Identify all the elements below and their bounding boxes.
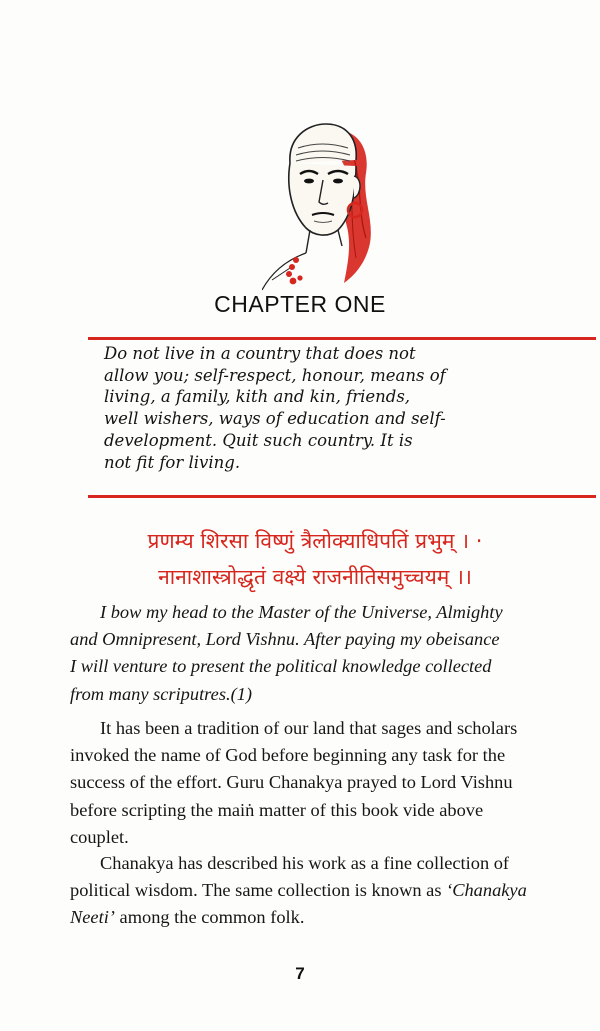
commentary-line: before scripting the maiṅ matter of this book vide above bbox=[70, 799, 484, 820]
chapter-title: CHAPTER ONE bbox=[214, 291, 386, 317]
commentary-paragraph bbox=[70, 715, 556, 851]
closing-line bbox=[70, 877, 556, 904]
chapter-epigraph bbox=[104, 343, 524, 473]
book-title-text: ‘Chanakya bbox=[446, 880, 527, 901]
sanskrit-verse-line-2: नानाशास्त्रोद्धृतं वक्ष्ये राजनीतिसमुच्चयम् ।। bbox=[158, 565, 472, 589]
translation-line: I bow my head to the Master of the Universe, Almighty bbox=[100, 602, 503, 622]
epigraph-line: not fit for living. bbox=[104, 452, 241, 472]
closing-text: among the common folk. bbox=[114, 907, 305, 928]
translation-line: and Omnipresent, Lord Vishnu. After paying my obeisance bbox=[70, 629, 500, 650]
commentary-line: couplet. bbox=[70, 826, 129, 847]
page-number: 7 bbox=[295, 964, 305, 983]
translation-line: from many scriputres.(1) bbox=[70, 683, 253, 704]
closing-text: political wisdom. The same collection is known as bbox=[70, 880, 447, 901]
translation-line: I will venture to present the political knowledge collected bbox=[70, 656, 492, 677]
closing-line: Chanakya has described his work as a fine collection of bbox=[100, 853, 510, 873]
closing-paragraph bbox=[70, 850, 556, 932]
commentary-line: It has been a tradition of our land that sages and scholars bbox=[100, 718, 518, 738]
top-divider bbox=[88, 337, 596, 340]
bottom-divider bbox=[88, 495, 596, 498]
sanskrit-verse-line-1: प्रणम्य शिरसा विष्णुं त्रैलोक्याधिपतिं प्रभुम् । · bbox=[147, 529, 483, 553]
epigraph-line: development. Quit such country. It is bbox=[104, 430, 413, 450]
commentary-line: invoked the name of God before beginning any task for the bbox=[70, 745, 506, 766]
epigraph-line: Do not live in a country that does not bbox=[104, 344, 416, 363]
epigraph-line: well wishers, ways of education and self- bbox=[104, 409, 446, 429]
epigraph-line: living, a family, kith and kin, friends, bbox=[104, 387, 411, 407]
book-title-text: Neeti’ bbox=[70, 907, 115, 928]
closing-line bbox=[70, 904, 556, 931]
commentary-line: success of the effort. Guru Chanakya prayed to Lord Vishnu bbox=[70, 772, 513, 793]
chanakya-portrait-icon bbox=[262, 118, 390, 293]
epigraph-line: allow you; self-respect, honour, means of bbox=[104, 365, 446, 385]
verse-translation bbox=[70, 599, 556, 708]
